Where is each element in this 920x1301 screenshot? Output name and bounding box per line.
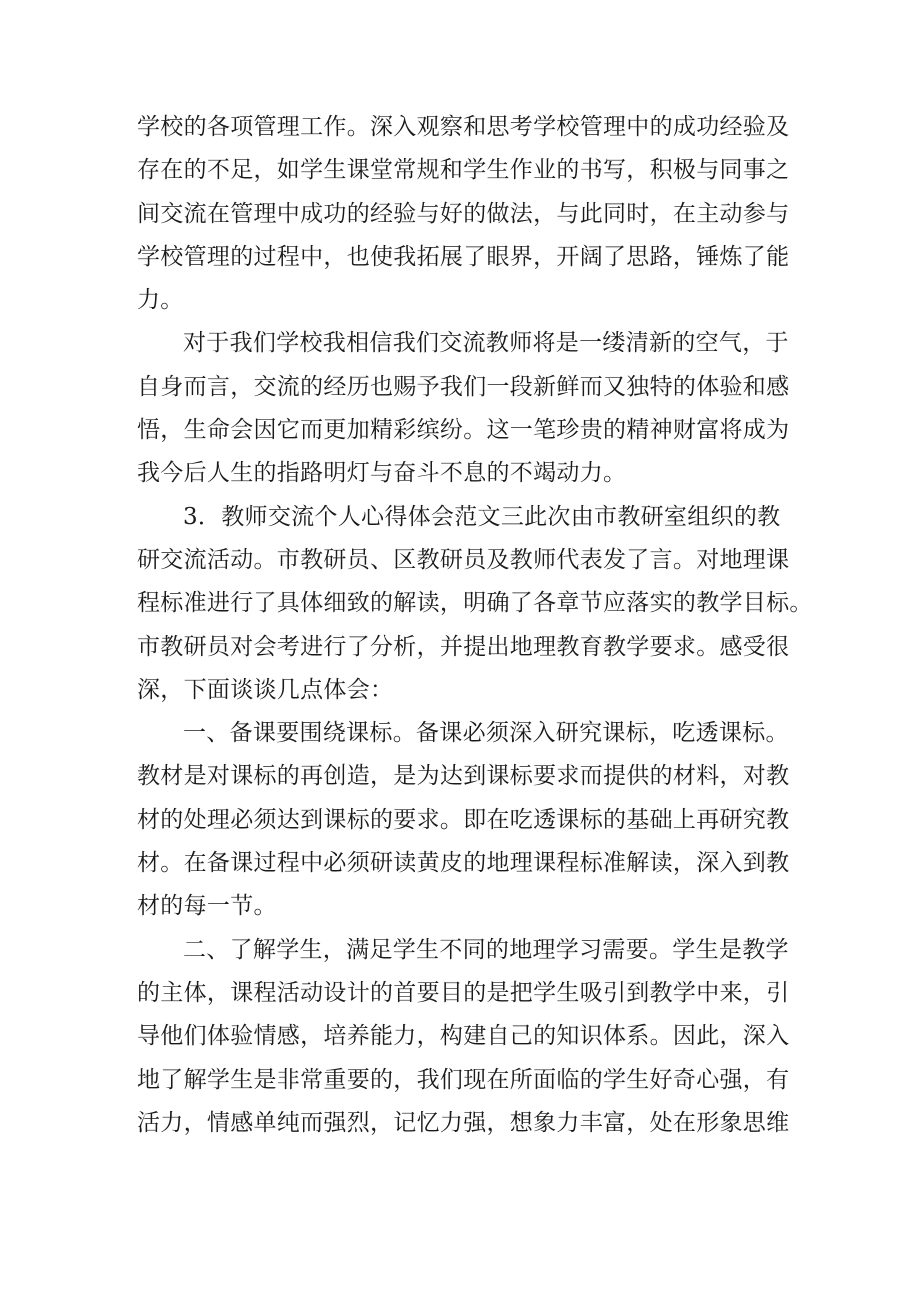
text-line: 材。在备课过程中必须研读黄皮的地理课程标准解读，深入到教	[137, 850, 790, 877]
paragraph-3	[137, 496, 813, 712]
text-line: 悟，生命会因它而更加精彩缤纷。这一笔珍贵的精神财富将成为	[137, 417, 790, 444]
text-line: 间交流在管理中成功的经验与好的做法，与此同时，在主动参与	[137, 200, 790, 227]
text-line: 学校管理的过程中，也使我拓展了眼界，开阔了思路，锤炼了能	[137, 243, 790, 270]
text-line: 深，下面谈谈几点体会：	[137, 676, 394, 703]
text-line: 对于我们学校我相信我们交流教师将是一缕清新的空气，于	[183, 330, 789, 357]
text-line: 研交流活动。市教研员、区教研员及教师代表发了言。对地理课	[137, 546, 790, 573]
paragraph-1	[137, 106, 807, 322]
paragraph-4	[137, 712, 807, 928]
text-line: 材的每一节。	[137, 893, 277, 920]
text-line: 材的处理必须达到课标的要求。即在吃透课标的基础上再研究教	[137, 806, 790, 833]
text-line: 地了解学生是非常重要的，我们现在所面临的学生好奇心强，有	[137, 1066, 790, 1093]
text-line: 市教研员对会考进行了分析，并提出地理教育教学要求。感受很	[137, 633, 790, 660]
text-line: 自身而言，交流的经历也赐予我们一段新鲜而又独特的体验和感	[137, 373, 790, 400]
text-line: 力。	[137, 287, 184, 314]
document-page	[137, 106, 813, 1145]
text-line: 活力，情感单纯而强烈，记忆力强，想象力丰富，处在形象思维	[137, 1109, 790, 1136]
text-line: 学校的各项管理工作。深入观察和思考学校管理中的成功经验及	[137, 114, 790, 140]
text-line: 的主体，课程活动设计的首要目的是把学生吸引到教学中来，引	[137, 979, 790, 1006]
text-line: 我今后人生的指路明灯与奋斗不息的不竭动力。	[137, 460, 627, 487]
text-line: 二、了解学生，满足学生不同的地理学习需要。学生是教学	[183, 936, 789, 963]
text-line: 教材是对课标的再创造，是为达到课标要求而提供的材料，对教	[137, 763, 790, 790]
paragraph-2	[137, 322, 807, 495]
text-line: 3．教师交流个人心得体会范文三此次由市教研室组织的教	[183, 503, 781, 530]
text-line: 导他们体验情感，培养能力，构建自己的知识体系。因此，深入	[137, 1023, 790, 1050]
text-line: 一、备课要围绕课标。备课必须深入研究课标，吃透课标。	[183, 720, 789, 747]
paragraph-5	[137, 929, 807, 1145]
text-line: 存在的不足，如学生课堂常规和学生作业的书写，积极与同事之	[137, 157, 790, 184]
text-line: 程标准进行了具体细致的解读，明确了各章节应落实的教学目标。	[137, 590, 813, 617]
